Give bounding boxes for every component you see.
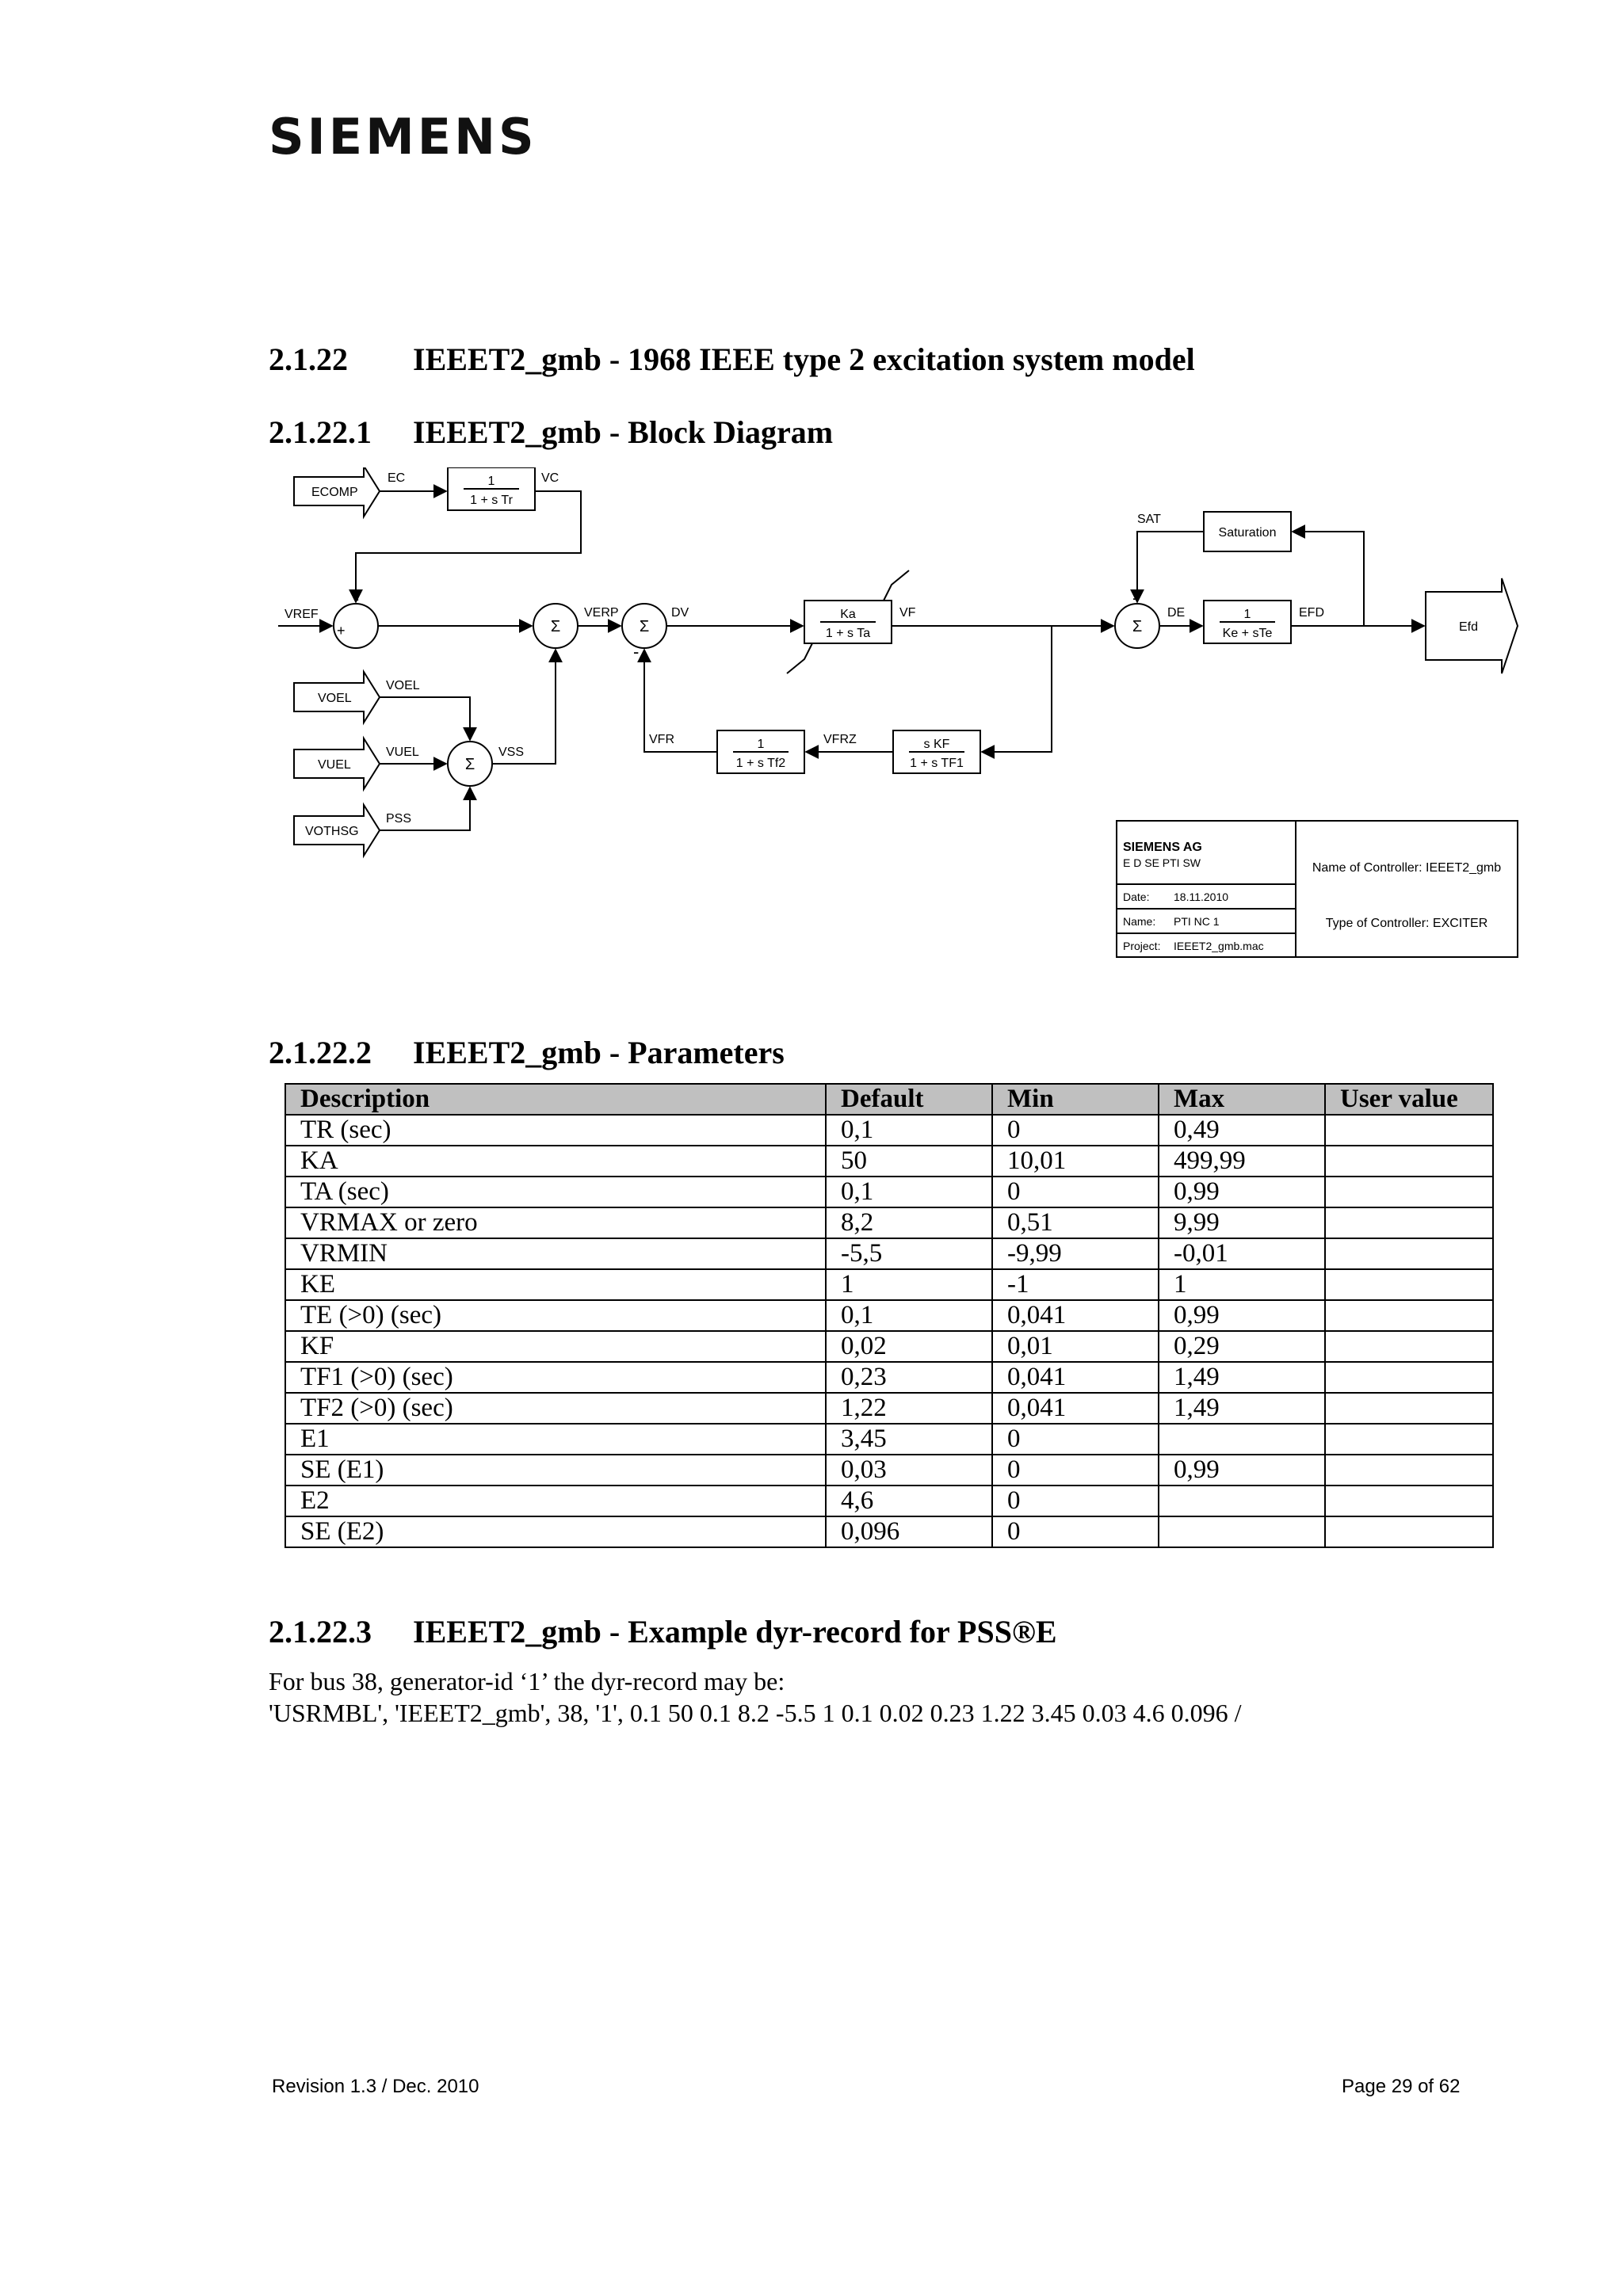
signal-vuel: VUEL xyxy=(386,746,419,759)
cell xyxy=(1325,1516,1493,1547)
sign-vc-minus: - xyxy=(354,591,359,607)
cell xyxy=(1159,1424,1325,1455)
cell: 9,99 xyxy=(1159,1207,1325,1238)
sign-sat-minus: - xyxy=(1132,588,1139,608)
column-header: Max xyxy=(1159,1084,1325,1115)
title-block-controller-name: Name of Controller: IEEET2_gmb xyxy=(1312,861,1502,875)
cell: E1 xyxy=(285,1424,826,1455)
cell: 0,1 xyxy=(826,1177,992,1207)
cell xyxy=(1325,1486,1493,1516)
cell: TF2 (>0) (sec) xyxy=(285,1393,826,1424)
section-heading-block-diagram xyxy=(269,414,834,450)
sum-symbol-de: Σ xyxy=(1132,618,1143,635)
cell xyxy=(1325,1115,1493,1146)
cell: -9,99 xyxy=(992,1238,1159,1269)
label-vref: VREF xyxy=(285,608,319,621)
siemens-logo: SIEMENS xyxy=(269,108,537,166)
section-title: IEEET2_gmb - Block Diagram xyxy=(413,414,834,450)
title-block-name: PTI NC 1 xyxy=(1174,915,1220,928)
section-title: IEEET2_gmb - Example dyr-record for PSS®E xyxy=(413,1614,1057,1650)
cell: 0,041 xyxy=(992,1300,1159,1331)
label-vothsg: VOTHSG xyxy=(305,825,359,838)
title-block-dept: E D SE PTI SW xyxy=(1123,856,1201,869)
cell: 50 xyxy=(826,1146,992,1177)
block-tr-num: 1 xyxy=(487,475,495,488)
title-block-controller-type: Type of Controller: EXCITER xyxy=(1325,917,1488,930)
example-intro: For bus 38, generator-id ‘1’ the dyr-record may be: xyxy=(269,1667,785,1695)
section-title: IEEET2_gmb - Parameters xyxy=(413,1035,785,1070)
cell: KE xyxy=(285,1269,826,1300)
cell: SE (E1) xyxy=(285,1455,826,1486)
cell: 1,49 xyxy=(1159,1393,1325,1424)
section-heading-main xyxy=(269,341,1195,377)
signal-vfr: VFR xyxy=(649,733,674,746)
parameters-table xyxy=(285,1083,1494,1548)
block-ke-num: 1 xyxy=(1243,608,1251,621)
column-header: Description xyxy=(285,1084,826,1115)
cell: 1 xyxy=(1159,1269,1325,1300)
cell xyxy=(1325,1207,1493,1238)
table-row xyxy=(285,1331,1493,1362)
signal-vf: VF xyxy=(899,606,916,620)
table-row xyxy=(285,1486,1493,1516)
cell xyxy=(1325,1424,1493,1455)
block-diagram xyxy=(269,467,1537,974)
cell: VRMAX or zero xyxy=(285,1207,826,1238)
section-number: 2.1.22.1 xyxy=(269,414,372,450)
cell: 0,99 xyxy=(1159,1177,1325,1207)
section-heading-parameters xyxy=(269,1037,785,1069)
cell: 0,51 xyxy=(992,1207,1159,1238)
column-header: Default xyxy=(826,1084,992,1115)
section-number: 2.1.22.3 xyxy=(269,1614,372,1650)
signal-vc: VC xyxy=(541,471,559,485)
cell xyxy=(1325,1269,1493,1300)
signal-efd: EFD xyxy=(1299,606,1324,620)
label-ecomp: ECOMP xyxy=(311,486,358,499)
signal-sat: SAT xyxy=(1137,513,1161,526)
column-header: Min xyxy=(992,1084,1159,1115)
cell: 0,99 xyxy=(1159,1300,1325,1331)
block-ka-num: Ka xyxy=(840,608,856,621)
cell: TA (sec) xyxy=(285,1177,826,1207)
sum-symbol-vss: Σ xyxy=(464,756,475,773)
signal-verp: VERP xyxy=(584,606,619,620)
title-block-company: SIEMENS AG xyxy=(1123,841,1202,854)
cell: TF1 (>0) (sec) xyxy=(285,1362,826,1393)
table-row xyxy=(285,1115,1493,1146)
table-row xyxy=(285,1455,1493,1486)
section-number: 2.1.22.2 xyxy=(269,1035,372,1070)
cell: 0,096 xyxy=(826,1516,992,1547)
cell: 0,49 xyxy=(1159,1115,1325,1146)
footer-page-number: Page 29 of 62 xyxy=(1342,2076,1461,2097)
table-row xyxy=(285,1177,1493,1207)
block-tf2-num: 1 xyxy=(757,738,765,751)
cell: 0 xyxy=(992,1455,1159,1486)
cell: 4,6 xyxy=(826,1486,992,1516)
table-row xyxy=(285,1516,1493,1547)
title-block-date-label: Date: xyxy=(1123,891,1150,903)
cell: TE (>0) (sec) xyxy=(285,1300,826,1331)
table-row xyxy=(285,1393,1493,1424)
sign-vref-plus: + xyxy=(337,623,346,639)
cell: TR (sec) xyxy=(285,1115,826,1146)
cell xyxy=(1325,1362,1493,1393)
cell: 10,01 xyxy=(992,1146,1159,1177)
cell: 0,041 xyxy=(992,1393,1159,1424)
block-saturation-label: Saturation xyxy=(1218,526,1277,540)
title-block-date: 18.11.2010 xyxy=(1174,891,1229,903)
block-tf2-den: 1 + s Tf2 xyxy=(735,757,786,770)
cell: 0,1 xyxy=(826,1115,992,1146)
cell: 0,23 xyxy=(826,1362,992,1393)
signal-pss: PSS xyxy=(386,812,412,826)
section-heading-example xyxy=(269,1616,1057,1648)
cell: -1 xyxy=(992,1269,1159,1300)
table-row xyxy=(285,1424,1493,1455)
cell: 0,01 xyxy=(992,1331,1159,1362)
cell: 1,22 xyxy=(826,1393,992,1424)
label-efd-output: Efd xyxy=(1459,620,1479,634)
block-ke-den: Ke + sTe xyxy=(1222,627,1273,640)
cell: 8,2 xyxy=(826,1207,992,1238)
cell xyxy=(1325,1393,1493,1424)
cell: 0 xyxy=(992,1516,1159,1547)
signal-voel: VOEL xyxy=(386,679,420,692)
cell xyxy=(1325,1455,1493,1486)
sum-symbol-dv: Σ xyxy=(639,618,650,635)
sign-vfr-minus: - xyxy=(633,642,640,662)
table-row xyxy=(285,1207,1493,1238)
column-header: User value xyxy=(1325,1084,1493,1115)
table-row xyxy=(285,1269,1493,1300)
block-kf-den: 1 + s TF1 xyxy=(910,757,964,770)
footer-revision: Revision 1.3 / Dec. 2010 xyxy=(272,2076,479,2097)
cell: 0 xyxy=(992,1486,1159,1516)
cell: 0,02 xyxy=(826,1331,992,1362)
cell: 0 xyxy=(992,1424,1159,1455)
title-block-project: IEEET2_gmb.mac xyxy=(1174,940,1264,952)
cell xyxy=(1325,1238,1493,1269)
signal-vfrz: VFRZ xyxy=(823,733,857,746)
cell: 1 xyxy=(826,1269,992,1300)
cell: 0 xyxy=(992,1115,1159,1146)
cell: 0,03 xyxy=(826,1455,992,1486)
cell: 0,29 xyxy=(1159,1331,1325,1362)
signal-de: DE xyxy=(1167,606,1186,620)
table-row xyxy=(285,1146,1493,1177)
cell: 0,1 xyxy=(826,1300,992,1331)
cell: -0,01 xyxy=(1159,1238,1325,1269)
cell: 0 xyxy=(992,1177,1159,1207)
sum-symbol-verp: Σ xyxy=(550,618,561,635)
block-kf-num: s KF xyxy=(923,738,950,751)
title-block-name-label: Name: xyxy=(1123,915,1156,928)
cell xyxy=(1325,1177,1493,1207)
block-tr-den: 1 + s Tr xyxy=(470,494,513,507)
cell: KF xyxy=(285,1331,826,1362)
cell xyxy=(1325,1146,1493,1177)
cell xyxy=(1159,1486,1325,1516)
label-voel-input: VOEL xyxy=(318,692,352,705)
block-ka-den: 1 + s Ta xyxy=(825,627,871,640)
cell: 3,45 xyxy=(826,1424,992,1455)
table-row xyxy=(285,1300,1493,1331)
cell: 1,49 xyxy=(1159,1362,1325,1393)
cell xyxy=(1325,1331,1493,1362)
cell xyxy=(1159,1516,1325,1547)
signal-dv: DV xyxy=(671,606,689,620)
cell: SE (E2) xyxy=(285,1516,826,1547)
example-dyr-record: 'USRMBL', 'IEEET2_gmb', 38, '1', 0.1 50 0.1 8.2 -5.5 1 0.1 0.02 0.23 1.22 3.45 0.03 4.6 0.096 / xyxy=(269,1699,1242,1727)
title-block-project-label: Project: xyxy=(1123,940,1161,952)
cell: KA xyxy=(285,1146,826,1177)
signal-vss: VSS xyxy=(498,746,525,759)
section-title: IEEET2_gmb - 1968 IEEE type 2 excitation system model xyxy=(413,341,1195,377)
cell xyxy=(1325,1300,1493,1331)
cell: -5,5 xyxy=(826,1238,992,1269)
cell: 499,99 xyxy=(1159,1146,1325,1177)
table-row xyxy=(285,1238,1493,1269)
section-number: 2.1.22 xyxy=(269,341,348,377)
cell: E2 xyxy=(285,1486,826,1516)
cell: VRMIN xyxy=(285,1238,826,1269)
table-row xyxy=(285,1362,1493,1393)
table-header-row xyxy=(285,1084,1493,1115)
cell: 0,041 xyxy=(992,1362,1159,1393)
label-vuel-input: VUEL xyxy=(318,758,351,772)
cell: 0,99 xyxy=(1159,1455,1325,1486)
signal-ec: EC xyxy=(388,471,406,485)
